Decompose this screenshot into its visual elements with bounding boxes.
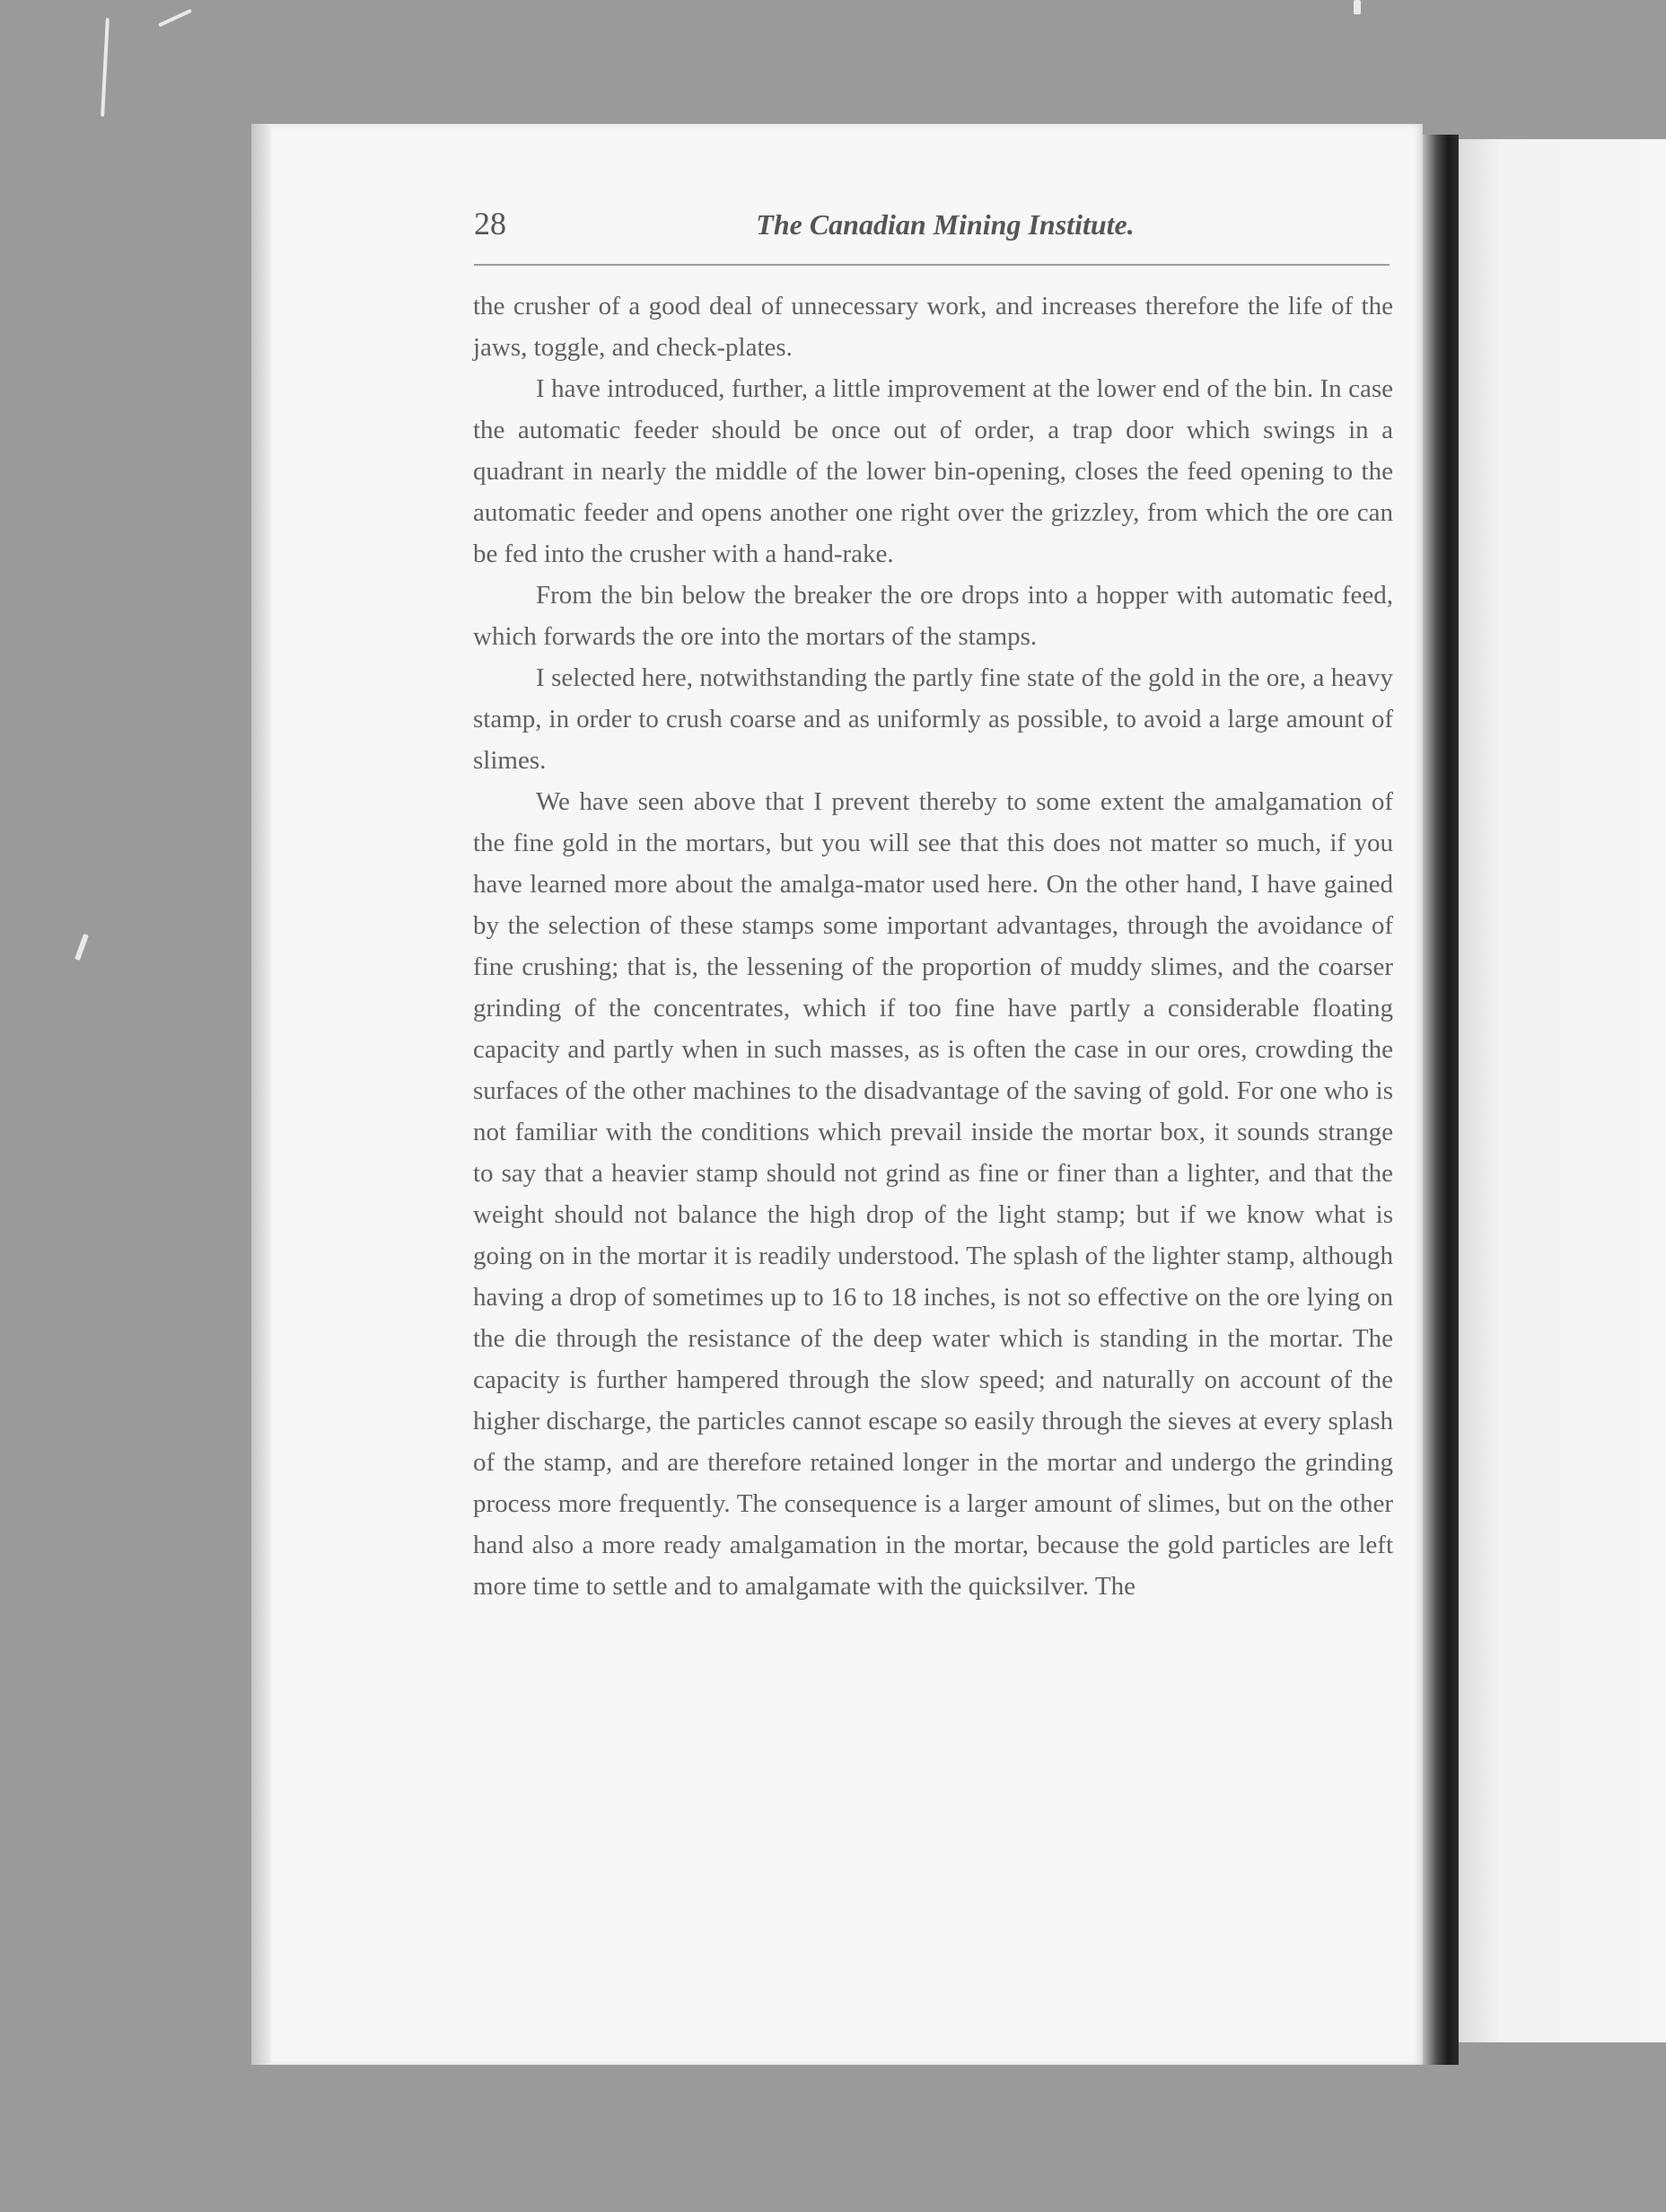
paragraph: I have introduced, further, a little improvement at the lower end of the bin. In case the automatic feeder should be once out of order, a trap door which swings in a quadrant in nearly the middle of the lower bin-opening, closes the feed opening to the automatic feeder and opens another one right over the grizzley, from which the ore can be fed into the crusher with a hand-rake. <box>473 374 1393 568</box>
paragraph: We have seen above that I prevent thereby to some extent the amalgamation of the fine gold in the mortars, but you will see that this does not matter so much, if you have learned more about the amalga-mator used here. On the other hand, I have gained by the selection of these stamps some important advantages, through the avoidance of fine crushing; that is, the lessening of the proportion of muddy slimes, and the coarser grinding of the concentrates, which if too fine have partly a considerable floating capacity and partly when in such masses, as is often the case in our ores, crowding the surfaces of the other machines to the disadvantage of the saving of gold. For one who is not familiar with the conditions which prevail inside the mortar box, it sounds strange to say that a heavier stamp should not grind as fine or finer than a lighter, and that the weight should not balance the high drop of the light stamp; but if we know what is going on in the mortar it is readily understood. The splash of the lighter stamp, although having a drop of sometimes up to 16 to 18 inches, is not so effective on the ore lying on the die through the resistance of the deep water which is standing in the mortar. The capacity is further hampered through the slow speed; and naturally on account of the higher discharge, the particles cannot escape so easily through the sieves at every splash of the stamp, and are therefore retained longer in the mortar and undergo the grinding process more frequently. The consequence is a larger amount of slimes, but on the other hand also a more ready amalgamation in the mortar, because the gold particles are left more time to settle and to amalgamate with the quicksilver. The <box>473 787 1393 1601</box>
running-title: The Canadian Mining Institute. <box>756 208 1135 241</box>
facing-page <box>1459 139 1666 2042</box>
scan-mark <box>75 934 89 961</box>
scan-mark <box>1354 0 1361 14</box>
book-gutter <box>1423 135 1459 2065</box>
paragraph: the crusher of a good deal of unnecessary work, and increases therefore the life of the jaws, toggle, and check-plates. <box>473 292 1393 362</box>
scan-mark <box>158 9 192 28</box>
paragraph: I selected here, notwithstanding the partly fine state of the gold in the ore, a heavy stamp, in order to crush coarse and as uniformly as possible, to avoid a large amount of slimes. <box>473 663 1393 775</box>
page-number: 28 <box>474 206 506 241</box>
header-rule <box>474 264 1390 266</box>
page-header <box>474 205 1390 259</box>
body-text <box>473 285 1393 1607</box>
scan-mark <box>101 18 110 117</box>
paragraph: From the bin below the breaker the ore drops into a hopper with automatic feed, which forwards the ore into the mortars of the stamps. <box>473 581 1393 651</box>
page-edge <box>251 124 271 2065</box>
